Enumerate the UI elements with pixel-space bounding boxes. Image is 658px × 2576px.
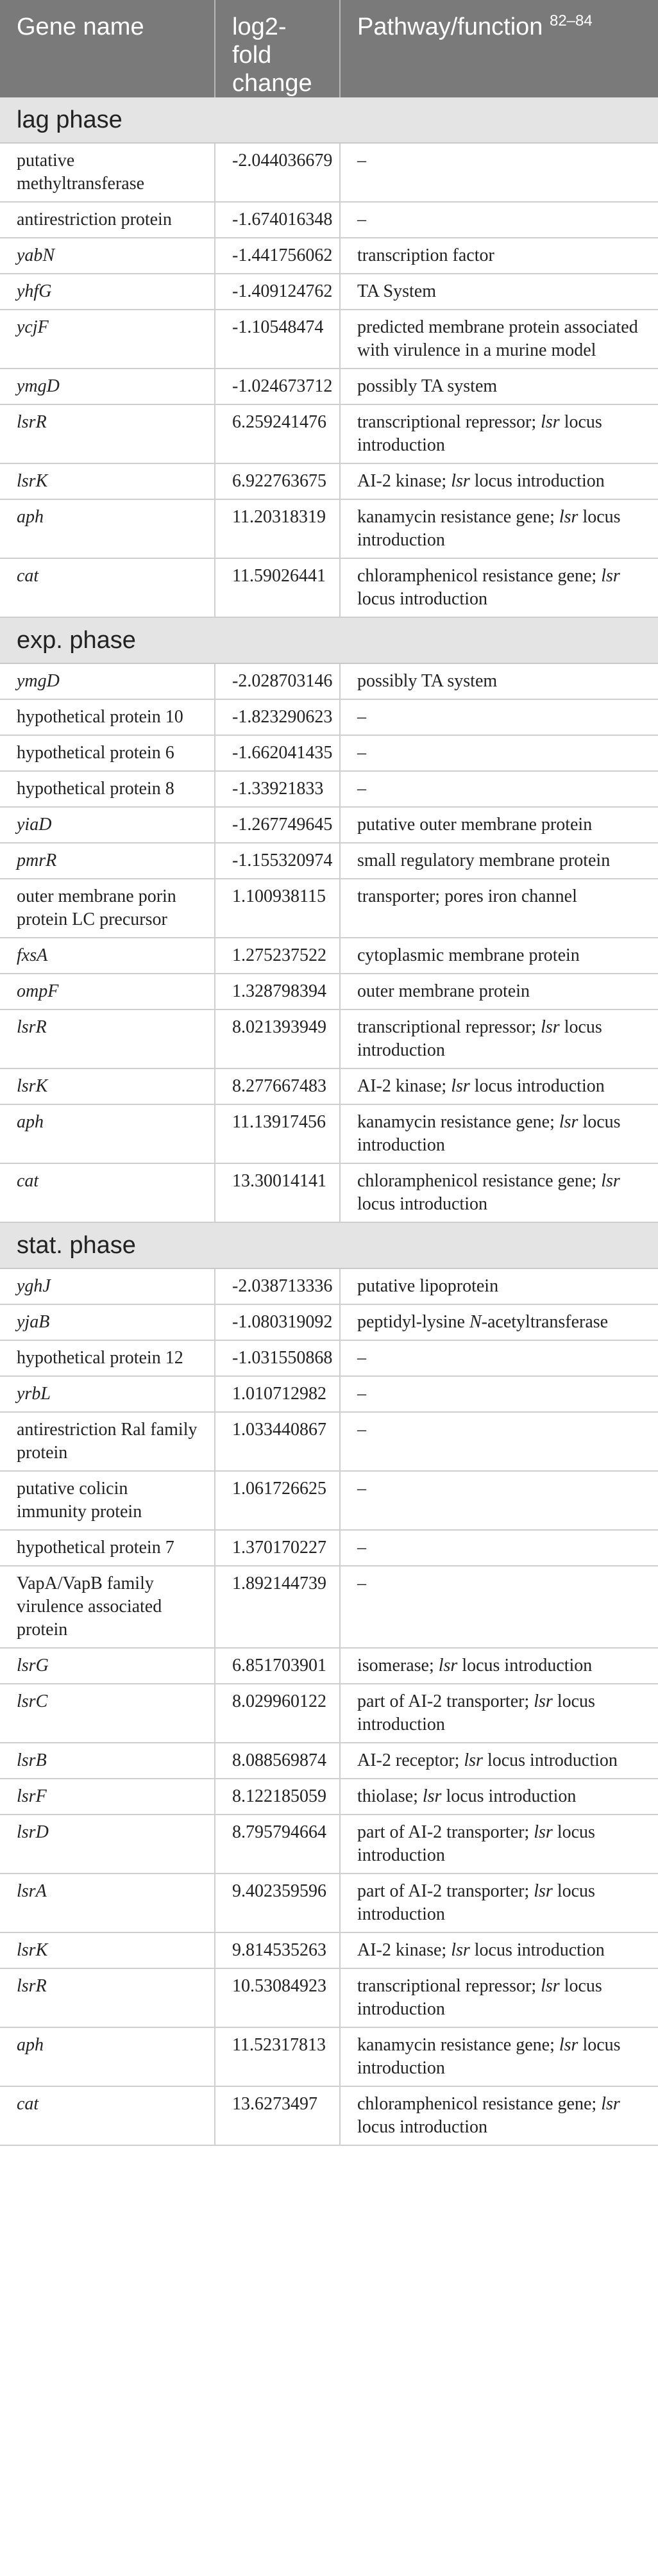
pathway-italic-text: lsr bbox=[438, 1656, 458, 1675]
gene-name-cell: lsrK bbox=[0, 463, 215, 499]
pathway-cell bbox=[340, 1163, 658, 1222]
pathway-italic-text: lsr bbox=[451, 1940, 470, 1960]
pathway-cell bbox=[340, 1743, 658, 1779]
log2-fold-change-cell: -1.031550868 bbox=[215, 1340, 340, 1376]
pathway-text: kanamycin resistance gene; bbox=[357, 1112, 559, 1132]
pathway-text: locus introduction bbox=[457, 1656, 593, 1675]
pathway-italic-text: lsr bbox=[559, 507, 578, 527]
table-row bbox=[0, 843, 658, 879]
log2-fold-change-cell: 1.100938115 bbox=[215, 879, 340, 938]
table-row bbox=[0, 202, 658, 238]
table-row bbox=[0, 1163, 658, 1222]
log2-fold-change-cell: 1.892144739 bbox=[215, 1566, 340, 1648]
pathway-cell bbox=[340, 238, 658, 274]
pathway-text: peptidyl-lysine bbox=[357, 1312, 469, 1332]
table-row bbox=[0, 1684, 658, 1743]
table-row bbox=[0, 771, 658, 807]
pathway-text: – bbox=[357, 779, 366, 799]
section-header-row bbox=[0, 97, 658, 143]
table-row bbox=[0, 938, 658, 974]
table-row bbox=[0, 143, 658, 202]
pathway-italic-text: lsr bbox=[601, 1171, 620, 1191]
gene-name-cell: lsrF bbox=[0, 1779, 215, 1815]
pathway-cell bbox=[340, 558, 658, 617]
log2-fold-change-cell: 9.402359596 bbox=[215, 1874, 340, 1932]
pathway-text: part of AI-2 transporter; bbox=[357, 1691, 534, 1711]
gene-name-cell: lsrA bbox=[0, 1874, 215, 1932]
pathway-text: – bbox=[357, 1384, 366, 1404]
gene-name-cell: VapA/VapB family virulence associated protein bbox=[0, 1566, 215, 1648]
gene-name-cell: aph bbox=[0, 499, 215, 558]
section-title: lag phase bbox=[0, 97, 658, 143]
pathway-text: locus introduction bbox=[357, 1017, 602, 1060]
gene-name-cell: cat bbox=[0, 558, 215, 617]
gene-name-cell: putative colicin immunity protein bbox=[0, 1471, 215, 1530]
pathway-text: part of AI-2 transporter; bbox=[357, 1822, 534, 1842]
pathway-text: transporter; pores iron channel bbox=[357, 886, 577, 906]
pathway-cell bbox=[340, 463, 658, 499]
table-row bbox=[0, 1304, 658, 1340]
pathway-italic-text: lsr bbox=[464, 1750, 483, 1770]
log2-fold-change-cell: 11.52317813 bbox=[215, 2027, 340, 2086]
gene-name-cell: yjaB bbox=[0, 1304, 215, 1340]
gene-name-cell: lsrB bbox=[0, 1743, 215, 1779]
pathway-text: chloramphenicol resistance gene; bbox=[357, 566, 602, 586]
log2-fold-change-cell: 1.061726625 bbox=[215, 1471, 340, 1530]
table-row bbox=[0, 1471, 658, 1530]
pathway-text: locus introduction bbox=[357, 1112, 621, 1155]
table-row bbox=[0, 663, 658, 699]
header-row bbox=[0, 0, 658, 97]
pathway-text: – bbox=[357, 1574, 366, 1593]
log2-fold-change-cell: -1.33921833 bbox=[215, 771, 340, 807]
section-title: exp. phase bbox=[0, 617, 658, 663]
log2-fold-change-cell: -1.267749645 bbox=[215, 807, 340, 843]
table-row bbox=[0, 879, 658, 938]
table-row bbox=[0, 1779, 658, 1815]
log2-fold-change-cell: 6.259241476 bbox=[215, 404, 340, 463]
gene-name-cell: putative methyltransferase bbox=[0, 143, 215, 202]
table-row bbox=[0, 699, 658, 735]
pathway-text: AI-2 kinase; bbox=[357, 1940, 451, 1960]
pathway-text: part of AI-2 transporter; bbox=[357, 1881, 534, 1901]
pathway-cell bbox=[340, 1412, 658, 1471]
pathway-cell bbox=[340, 1874, 658, 1932]
pathway-cell bbox=[340, 1815, 658, 1874]
log2-fold-change-cell: -2.044036679 bbox=[215, 143, 340, 202]
pathway-italic-text: lsr bbox=[451, 471, 470, 491]
pathway-italic-text: lsr bbox=[422, 1786, 442, 1806]
pathway-text: locus introduction bbox=[357, 2117, 487, 2137]
pathway-text: AI-2 kinase; bbox=[357, 1076, 451, 1096]
pathway-cell bbox=[340, 1530, 658, 1566]
gene-name-cell: ycjF bbox=[0, 310, 215, 369]
gene-name-cell: lsrR bbox=[0, 404, 215, 463]
pathway-cell bbox=[340, 1968, 658, 2027]
pathway-text: – bbox=[357, 1538, 366, 1558]
pathway-text: transcriptional repressor; bbox=[357, 1976, 541, 1996]
pathway-italic-text: lsr bbox=[559, 1112, 578, 1132]
log2-fold-change-cell: -1.155320974 bbox=[215, 843, 340, 879]
log2-fold-change-cell: 13.30014141 bbox=[215, 1163, 340, 1222]
table-row bbox=[0, 2086, 658, 2145]
pathway-cell bbox=[340, 2086, 658, 2145]
log2-fold-change-cell: 8.021393949 bbox=[215, 1010, 340, 1068]
pathway-cell bbox=[340, 1376, 658, 1412]
pathway-italic-text: lsr bbox=[451, 1076, 470, 1096]
pathway-cell bbox=[340, 663, 658, 699]
pathway-text: cytoplasmic membrane protein bbox=[357, 945, 580, 965]
pathway-text: – bbox=[357, 707, 366, 727]
table-row bbox=[0, 463, 658, 499]
gene-name-cell: yhfG bbox=[0, 274, 215, 310]
pathway-text: locus introduction bbox=[469, 1076, 605, 1096]
log2-fold-change-cell: 13.6273497 bbox=[215, 2086, 340, 2145]
table-row bbox=[0, 1815, 658, 1874]
pathway-text: transcriptional repressor; bbox=[357, 1017, 541, 1037]
pathway-text: putative lipoprotein bbox=[357, 1276, 499, 1296]
table-row bbox=[0, 1530, 658, 1566]
pathway-cell bbox=[340, 2027, 658, 2086]
table-row bbox=[0, 1412, 658, 1471]
section-header-row bbox=[0, 617, 658, 663]
gene-name-cell: aph bbox=[0, 2027, 215, 2086]
pathway-text: AI-2 receptor; bbox=[357, 1750, 464, 1770]
pathway-text: locus introduction bbox=[357, 1194, 487, 1214]
log2-fold-change-cell: 11.20318319 bbox=[215, 499, 340, 558]
pathway-text: locus introduction bbox=[357, 1691, 595, 1734]
pathway-text: transcriptional repressor; bbox=[357, 412, 541, 432]
gene-name-cell: cat bbox=[0, 2086, 215, 2145]
pathway-text: locus introduction bbox=[357, 507, 621, 550]
table-row bbox=[0, 1968, 658, 2027]
pathway-cell bbox=[340, 807, 658, 843]
table-row bbox=[0, 1932, 658, 1968]
pathway-cell bbox=[340, 879, 658, 938]
gene-name-cell: yrbL bbox=[0, 1376, 215, 1412]
pathway-cell bbox=[340, 1471, 658, 1530]
pathway-text: locus introduction bbox=[469, 1940, 605, 1960]
pathway-text: locus introduction bbox=[357, 1976, 602, 2019]
table-row bbox=[0, 1010, 658, 1068]
gene-name-cell: yiaD bbox=[0, 807, 215, 843]
gene-name-cell: hypothetical protein 7 bbox=[0, 1530, 215, 1566]
pathway-italic-text: lsr bbox=[534, 1691, 553, 1711]
table-row bbox=[0, 735, 658, 771]
pathway-cell bbox=[340, 1932, 658, 1968]
table-row bbox=[0, 1874, 658, 1932]
pathway-text: locus introduction bbox=[482, 1750, 618, 1770]
log2-fold-change-cell: 1.275237522 bbox=[215, 938, 340, 974]
log2-fold-change-cell: 6.851703901 bbox=[215, 1648, 340, 1684]
table-row bbox=[0, 1268, 658, 1304]
log2-fold-change-cell: -1.10548474 bbox=[215, 310, 340, 369]
gene-name-cell: antirestriction Ral family protein bbox=[0, 1412, 215, 1471]
log2-fold-change-cell: 11.59026441 bbox=[215, 558, 340, 617]
pathway-italic-text: lsr bbox=[559, 2035, 578, 2055]
pathway-cell bbox=[340, 771, 658, 807]
section-title: stat. phase bbox=[0, 1222, 658, 1268]
pathway-text: locus introduction bbox=[469, 471, 605, 491]
gene-name-cell: lsrR bbox=[0, 1010, 215, 1068]
pathway-cell bbox=[340, 1068, 658, 1104]
header-pathway-reference: 82–84 bbox=[549, 12, 593, 29]
pathway-text: chloramphenicol resistance gene; bbox=[357, 2094, 602, 2114]
pathway-text: locus introduction bbox=[357, 1881, 595, 1924]
pathway-text: kanamycin resistance gene; bbox=[357, 2035, 559, 2055]
pathway-text: locus introduction bbox=[357, 589, 487, 609]
pathway-cell bbox=[340, 1648, 658, 1684]
pathway-text: – bbox=[357, 1420, 366, 1440]
pathway-text: outer membrane protein bbox=[357, 981, 530, 1001]
pathway-text: predicted membrane protein associated with virulence in a murine model bbox=[357, 317, 638, 360]
pathway-cell bbox=[340, 1779, 658, 1815]
gene-name-cell: lsrR bbox=[0, 1968, 215, 2027]
pathway-cell bbox=[340, 202, 658, 238]
gene-name-cell: lsrK bbox=[0, 1932, 215, 1968]
log2-fold-change-cell: 11.13917456 bbox=[215, 1104, 340, 1163]
gene-name-cell: lsrC bbox=[0, 1684, 215, 1743]
pathway-text: possibly TA system bbox=[357, 671, 498, 691]
pathway-cell bbox=[340, 274, 658, 310]
gene-name-cell: hypothetical protein 8 bbox=[0, 771, 215, 807]
pathway-italic-text: lsr bbox=[534, 1881, 553, 1901]
log2-fold-change-cell: 6.922763675 bbox=[215, 463, 340, 499]
log2-fold-change-cell: -1.409124762 bbox=[215, 274, 340, 310]
pathway-cell bbox=[340, 1340, 658, 1376]
pathway-cell bbox=[340, 369, 658, 404]
table-row bbox=[0, 404, 658, 463]
pathway-cell bbox=[340, 974, 658, 1010]
log2-fold-change-cell: 10.53084923 bbox=[215, 1968, 340, 2027]
pathway-cell bbox=[340, 1010, 658, 1068]
table-row bbox=[0, 310, 658, 369]
pathway-cell bbox=[340, 938, 658, 974]
pathway-cell bbox=[340, 1268, 658, 1304]
gene-name-cell: lsrK bbox=[0, 1068, 215, 1104]
pathway-cell bbox=[340, 735, 658, 771]
pathway-italic-text: lsr bbox=[541, 412, 560, 432]
pathway-italic-text: lsr bbox=[601, 566, 620, 586]
log2-fold-change-cell: 1.033440867 bbox=[215, 1412, 340, 1471]
table-row bbox=[0, 1068, 658, 1104]
gene-name-cell: fxsA bbox=[0, 938, 215, 974]
pathway-text: possibly TA system bbox=[357, 376, 498, 396]
gene-name-cell: pmrR bbox=[0, 843, 215, 879]
gene-name-cell: hypothetical protein 10 bbox=[0, 699, 215, 735]
log2-fold-change-cell: -2.038713336 bbox=[215, 1268, 340, 1304]
table-row bbox=[0, 1743, 658, 1779]
gene-name-cell: yghJ bbox=[0, 1268, 215, 1304]
log2-fold-change-cell: 8.122185059 bbox=[215, 1779, 340, 1815]
log2-fold-change-cell: -1.080319092 bbox=[215, 1304, 340, 1340]
section-header-row bbox=[0, 1222, 658, 1268]
pathway-text: – bbox=[357, 1348, 366, 1368]
table-row bbox=[0, 1104, 658, 1163]
pathway-cell bbox=[340, 1304, 658, 1340]
gene-name-cell: lsrG bbox=[0, 1648, 215, 1684]
header-pathway-label: Pathway/function bbox=[357, 13, 543, 40]
log2-fold-change-cell: -1.024673712 bbox=[215, 369, 340, 404]
table-row bbox=[0, 1376, 658, 1412]
gene-name-cell: antirestriction protein bbox=[0, 202, 215, 238]
pathway-italic-text: lsr bbox=[534, 1822, 553, 1842]
table-body bbox=[0, 97, 658, 2145]
log2-fold-change-cell: 1.010712982 bbox=[215, 1376, 340, 1412]
gene-name-cell: aph bbox=[0, 1104, 215, 1163]
header-log2-fold-change: log2-fold change bbox=[215, 0, 340, 97]
pathway-text: TA System bbox=[357, 281, 436, 301]
pathway-text: – bbox=[357, 1479, 366, 1499]
table-row bbox=[0, 499, 658, 558]
gene-name-cell: ymgD bbox=[0, 369, 215, 404]
gene-name-cell: ompF bbox=[0, 974, 215, 1010]
pathway-text: – bbox=[357, 743, 366, 763]
table-row bbox=[0, 274, 658, 310]
pathway-text: locus introduction bbox=[357, 1822, 595, 1865]
log2-fold-change-cell: 8.088569874 bbox=[215, 1743, 340, 1779]
header-pathway-function bbox=[340, 0, 658, 97]
log2-fold-change-cell: -1.674016348 bbox=[215, 202, 340, 238]
pathway-cell bbox=[340, 1566, 658, 1648]
pathway-italic-text: N bbox=[469, 1312, 482, 1332]
log2-fold-change-cell: 9.814535263 bbox=[215, 1932, 340, 1968]
log2-fold-change-cell: 8.029960122 bbox=[215, 1684, 340, 1743]
pathway-text: locus introduction bbox=[441, 1786, 577, 1806]
pathway-cell bbox=[340, 1104, 658, 1163]
pathway-text: transcription factor bbox=[357, 245, 494, 265]
table-row bbox=[0, 369, 658, 404]
table-row bbox=[0, 807, 658, 843]
table-row bbox=[0, 2027, 658, 2086]
pathway-text: locus introduction bbox=[357, 412, 602, 455]
log2-fold-change-cell: 1.370170227 bbox=[215, 1530, 340, 1566]
pathway-italic-text: lsr bbox=[601, 2094, 620, 2114]
pathway-italic-text: lsr bbox=[541, 1976, 560, 1996]
gene-name-cell: hypothetical protein 12 bbox=[0, 1340, 215, 1376]
table-row bbox=[0, 238, 658, 274]
pathway-text: AI-2 kinase; bbox=[357, 471, 451, 491]
table-row bbox=[0, 558, 658, 617]
pathway-text: isomerase; bbox=[357, 1656, 439, 1675]
pathway-cell bbox=[340, 843, 658, 879]
log2-fold-change-cell: -2.028703146 bbox=[215, 663, 340, 699]
header-gene-name: Gene name bbox=[0, 0, 215, 97]
table-row bbox=[0, 1566, 658, 1648]
pathway-cell bbox=[340, 404, 658, 463]
table-row bbox=[0, 974, 658, 1010]
pathway-text: – bbox=[357, 151, 366, 170]
pathway-text: chloramphenicol resistance gene; bbox=[357, 1171, 602, 1191]
pathway-text: – bbox=[357, 210, 366, 229]
pathway-text: kanamycin resistance gene; bbox=[357, 507, 559, 527]
gene-name-cell: ymgD bbox=[0, 663, 215, 699]
log2-fold-change-cell: -1.441756062 bbox=[215, 238, 340, 274]
table-header bbox=[0, 0, 658, 97]
log2-fold-change-cell: -1.823290623 bbox=[215, 699, 340, 735]
log2-fold-change-cell: 8.795794664 bbox=[215, 1815, 340, 1874]
gene-name-cell: lsrD bbox=[0, 1815, 215, 1874]
table-row bbox=[0, 1648, 658, 1684]
gene-name-cell: yabN bbox=[0, 238, 215, 274]
gene-name-cell: hypothetical protein 6 bbox=[0, 735, 215, 771]
pathway-italic-text: lsr bbox=[541, 1017, 560, 1037]
table-row bbox=[0, 1340, 658, 1376]
gene-name-cell: outer membrane porin protein LC precursor bbox=[0, 879, 215, 938]
pathway-text: small regulatory membrane protein bbox=[357, 851, 611, 870]
gene-name-cell: cat bbox=[0, 1163, 215, 1222]
log2-fold-change-cell: 1.328798394 bbox=[215, 974, 340, 1010]
pathway-text: locus introduction bbox=[357, 2035, 621, 2078]
pathway-text: thiolase; bbox=[357, 1786, 423, 1806]
pathway-text: -acetyltransferase bbox=[481, 1312, 609, 1332]
pathway-cell bbox=[340, 699, 658, 735]
pathway-text: putative outer membrane protein bbox=[357, 815, 593, 835]
pathway-cell bbox=[340, 1684, 658, 1743]
pathway-cell bbox=[340, 499, 658, 558]
log2-fold-change-cell: 8.277667483 bbox=[215, 1068, 340, 1104]
log2-fold-change-cell: -1.662041435 bbox=[215, 735, 340, 771]
pathway-cell bbox=[340, 310, 658, 369]
pathway-cell bbox=[340, 143, 658, 202]
